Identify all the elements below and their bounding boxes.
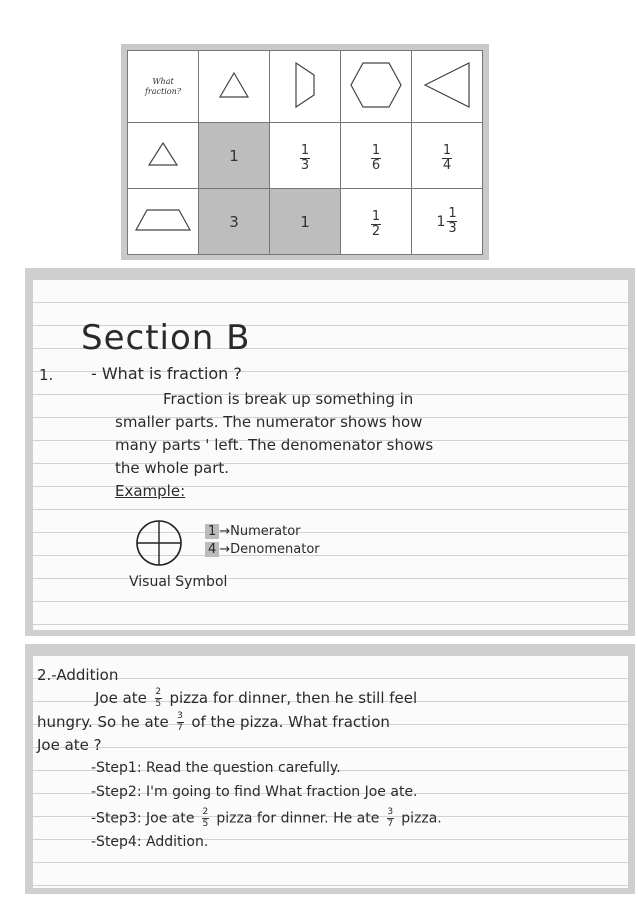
row-header-triangle xyxy=(128,123,199,189)
numerator-label: →Numerator xyxy=(219,524,301,539)
fraction xyxy=(447,208,457,235)
denominator-row xyxy=(205,542,320,557)
triangle-shape xyxy=(217,70,251,100)
denominator: 5 xyxy=(155,699,162,709)
step-3 xyxy=(91,808,442,829)
fraction xyxy=(202,808,209,829)
addition-paper xyxy=(33,656,628,888)
example-label: Example: xyxy=(115,482,186,500)
text-span: Joe ate xyxy=(95,689,147,707)
numerator: 2 xyxy=(202,807,209,817)
answer-line: the whole part. xyxy=(115,459,230,477)
trapezoid-shape xyxy=(133,206,193,234)
addition-heading: 2.-Addition xyxy=(37,666,119,684)
triangle-shape xyxy=(146,140,180,168)
mixed-number xyxy=(437,208,458,235)
section-b-paper xyxy=(33,280,628,630)
fraction xyxy=(177,712,184,733)
numerator: 1 xyxy=(371,208,381,224)
answer-line: Fraction is break up something in xyxy=(163,390,414,408)
fraction xyxy=(371,142,381,173)
triangle-shape-cell xyxy=(199,51,270,123)
text-span: of the pizza. What fraction xyxy=(191,713,390,731)
problem-line-3: Joe ate ? xyxy=(37,736,102,754)
fraction xyxy=(371,208,381,239)
text-span: hungry. So he ate xyxy=(37,713,169,731)
addition-panel xyxy=(25,644,635,894)
row-header-trapezoid xyxy=(128,189,199,255)
hexagon-shape-cell xyxy=(341,51,412,123)
denominator: 5 xyxy=(202,819,209,829)
table-cell: 1 xyxy=(199,123,270,189)
denominator: 7 xyxy=(177,723,183,733)
whole-number: 1 xyxy=(436,213,446,230)
answer-line: smaller parts. The numerator shows how xyxy=(115,413,423,431)
numerator-value: 1 xyxy=(205,524,219,539)
question-number: 1. xyxy=(39,366,54,384)
visual-symbol-label: Visual Symbol xyxy=(129,574,228,590)
denominator: 4 xyxy=(442,157,452,173)
numerator-row xyxy=(205,524,301,539)
table-cell: 3 xyxy=(199,189,270,255)
text-span: pizza for dinner. He ate xyxy=(216,810,380,827)
step-1: -Step1: Read the question carefully. xyxy=(91,760,341,776)
fraction xyxy=(300,142,310,173)
numerator: 1 xyxy=(448,206,457,221)
fraction xyxy=(387,808,394,829)
trapezoid-vertical-shape-cell xyxy=(270,51,341,123)
fraction-table xyxy=(127,50,483,255)
section-title: Section B xyxy=(81,318,251,358)
numerator: 3 xyxy=(387,807,394,817)
table-corner-label: What fraction? xyxy=(144,76,182,96)
trapezoid-shape-vertical xyxy=(288,59,322,111)
text-span: pizza for dinner, then he still feel xyxy=(169,689,418,707)
table-cell xyxy=(412,123,483,189)
fraction xyxy=(155,688,162,709)
table-cell xyxy=(270,123,341,189)
step-2: -Step2: I'm going to find What fraction Joe ate. xyxy=(91,784,418,800)
numerator: 3 xyxy=(177,711,183,721)
denominator-value: 4 xyxy=(205,542,219,557)
table-cell xyxy=(412,189,483,255)
text-span: -Step3: Joe ate xyxy=(91,810,195,827)
numerator: 2 xyxy=(155,687,162,697)
numerator: 1 xyxy=(371,142,381,158)
table-cell xyxy=(341,189,412,255)
table-cell: 1 xyxy=(270,189,341,255)
denominator: 3 xyxy=(448,221,457,236)
step-4: -Step4: Addition. xyxy=(91,834,209,850)
left-triangle-shape xyxy=(421,59,473,111)
numerator: 1 xyxy=(300,142,310,158)
denominator: 7 xyxy=(387,819,394,829)
table-cell xyxy=(341,123,412,189)
question-text: - What is fraction ? xyxy=(91,364,242,383)
problem-line-2 xyxy=(37,712,390,733)
section-b-panel xyxy=(25,268,635,636)
denominator: 3 xyxy=(300,157,310,173)
fraction xyxy=(442,142,452,173)
text-span: pizza. xyxy=(401,810,442,827)
denominator-label: →Denomenator xyxy=(219,542,320,557)
denominator: 6 xyxy=(371,157,381,173)
answer-line: many parts ' left. The denomenator shows xyxy=(115,436,434,454)
denominator: 2 xyxy=(371,223,381,239)
problem-line-1 xyxy=(95,688,417,709)
quartered-circle-icon xyxy=(133,517,185,569)
hexagon-shape xyxy=(348,59,404,111)
left-triangle-shape-cell xyxy=(412,51,483,123)
fraction-table-frame xyxy=(121,44,489,260)
numerator: 1 xyxy=(442,142,452,158)
table-corner-cell xyxy=(128,51,199,123)
